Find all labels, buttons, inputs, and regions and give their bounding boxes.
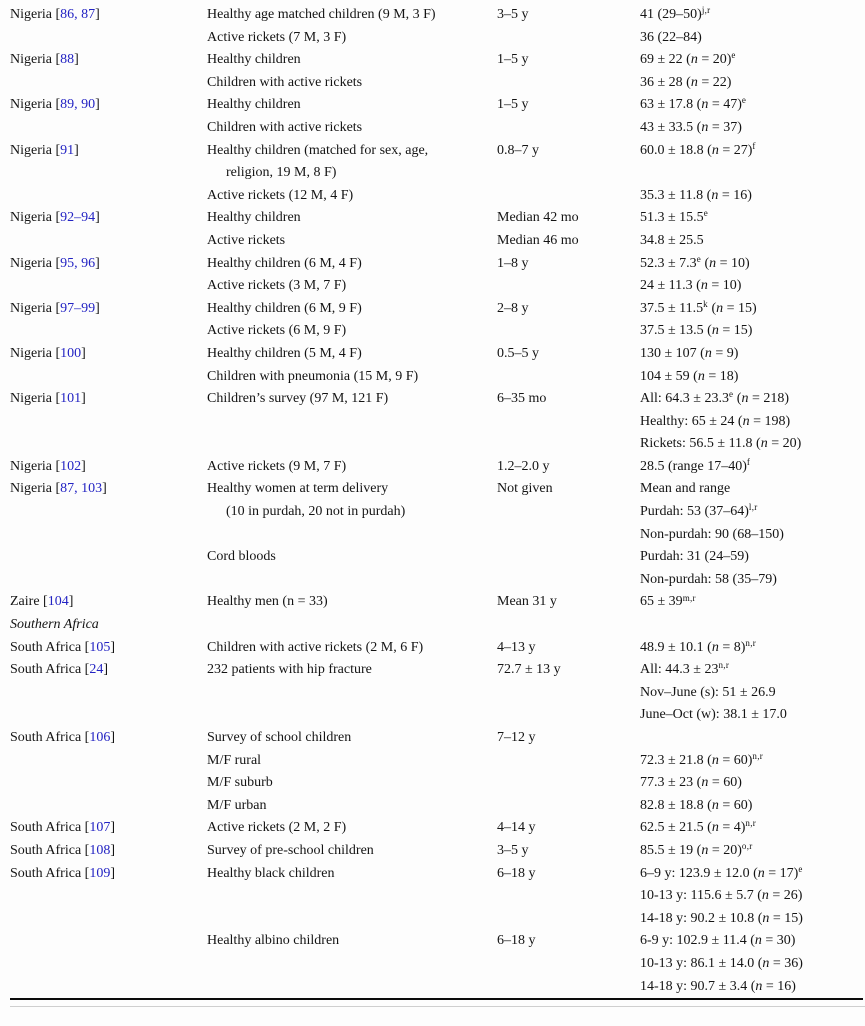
cell-population (207, 524, 497, 547)
table-row (10, 94, 865, 117)
citation-link[interactable]: 100 (60, 345, 82, 361)
cell-country-ref (10, 501, 207, 524)
cell-age: 4–14 y (497, 820, 536, 836)
cell-country-ref (10, 72, 207, 95)
table-row (10, 659, 865, 682)
citation-link[interactable]: 92–94 (60, 210, 96, 226)
cell-age: 72.7 ± 13 y (497, 662, 561, 678)
country-label: South Africa [ (10, 820, 90, 836)
cell-country-ref (10, 817, 207, 840)
table-row (10, 411, 865, 434)
cell-population: M/F suburb (207, 775, 273, 791)
cell-country-ref (10, 411, 207, 434)
table-row (10, 501, 865, 524)
citation-link[interactable]: 97–99 (60, 300, 96, 316)
table-row (10, 388, 865, 411)
table-row (10, 478, 865, 501)
cell-population: Healthy children (6 M, 4 F) (207, 255, 362, 271)
cell-country-ref (10, 343, 207, 366)
cell-value: Healthy: 65 ± 24 (n = 198) (640, 413, 791, 429)
citation-link[interactable]: 87, 103 (60, 481, 103, 497)
cell-age: Mean 31 y (497, 594, 557, 610)
cell-population: Healthy black children (207, 865, 335, 881)
cell-population: Healthy women at term delivery (207, 481, 389, 497)
country-label: Nigeria [ (10, 52, 61, 68)
cell-value: 104 ± 59 (n = 18) (640, 368, 739, 384)
cell-value: 130 ± 107 (n = 9) (640, 345, 739, 361)
table-row (10, 569, 865, 592)
cell-age (497, 117, 640, 140)
country-label-close: ] (110, 820, 115, 836)
cell-value: $37.5 \pm 11.5^k$ (n = 15) (640, 298, 757, 316)
country-label-close: ] (74, 142, 79, 158)
cell-country-ref (10, 4, 207, 27)
cell-population: Healthy children (207, 52, 301, 68)
cell-value (640, 162, 865, 185)
cell-population: Active rickets (3 M, 7 F) (207, 278, 347, 294)
cell-age (497, 750, 640, 773)
table-row (10, 72, 865, 95)
cell-value: 60.0 ± 18.8 (n = 27)$^f$ (640, 140, 756, 158)
cell-age (497, 569, 640, 592)
cell-country-ref (10, 49, 207, 72)
table-bottom-rule (10, 998, 863, 1000)
cell-value: 6–9 y: 123.9 ± 12.0 (n = 17)$^e$ (640, 863, 803, 881)
cell-population: Active rickets (2 M, 2 F) (207, 820, 347, 836)
table-row (10, 275, 865, 298)
country-label-close: ] (81, 345, 86, 361)
country-label: Nigeria [ (10, 481, 61, 497)
cell-age (497, 501, 640, 524)
cell-population (207, 953, 497, 976)
study-table-lines (10, 4, 865, 998)
cell-country-ref (10, 230, 207, 253)
citation-link[interactable]: 88 (60, 52, 75, 68)
table-row (10, 863, 865, 886)
country-label-close: ] (81, 391, 86, 407)
cell-population: Children with active rickets (2 M, 6 F) (207, 639, 424, 655)
table-row (10, 230, 865, 253)
cell-population (207, 433, 497, 456)
cell-population: Healthy children (6 M, 9 F) (207, 300, 362, 316)
cell-country-ref (10, 433, 207, 456)
cell-population: Children with pneumonia (15 M, 9 F) (207, 368, 419, 384)
country-label-close: ] (95, 255, 100, 271)
cell-country-ref (10, 388, 207, 411)
cell-value: 6-9 y: 102.9 ± 11.4 (n = 30) (640, 933, 796, 949)
table-row (10, 433, 865, 456)
cell-country-ref (10, 840, 207, 863)
cell-age (497, 366, 640, 389)
table-row (10, 366, 865, 389)
cell-value: 37.5 ± 13.5 (n = 15) (640, 323, 753, 339)
cell-value: 63 ± 17.8 (n = 47)$^e$ (640, 95, 747, 113)
table-row (10, 953, 865, 976)
cell-value: 14-18 y: 90.2 ± 10.8 (n = 15) (640, 910, 803, 926)
citation-link[interactable]: 105 (89, 639, 111, 655)
cell-population: Active rickets (7 M, 3 F) (207, 29, 347, 45)
cell-country-ref (10, 908, 207, 931)
cell-country-ref (10, 162, 207, 185)
table-row (10, 772, 865, 795)
country-label: South Africa [ (10, 842, 90, 858)
citation-link[interactable]: 101 (60, 391, 82, 407)
citation-link[interactable]: 107 (89, 820, 111, 836)
citation-link[interactable]: 108 (89, 842, 111, 858)
cell-country-ref (10, 298, 207, 321)
cell-value: $65 \pm 39^{m,r}$ (640, 592, 696, 610)
table-row (10, 117, 865, 140)
cell-country-ref (10, 885, 207, 908)
cell-age (497, 885, 640, 908)
cell-population (207, 569, 497, 592)
cell-population (207, 976, 497, 999)
cell-population: Children with active rickets (207, 119, 363, 135)
cell-country-ref (10, 320, 207, 343)
cell-value: 72.3 ± 21.8 (n = 60)$^{n,r}$ (640, 750, 764, 768)
citation-link[interactable]: 89, 90 (60, 97, 96, 113)
cell-population: Active rickets (6 M, 9 F) (207, 323, 347, 339)
cell-country-ref (10, 524, 207, 547)
cell-population: Active rickets (9 M, 7 F) (207, 458, 347, 474)
country-label-close: ] (95, 7, 100, 22)
country-label: Nigeria [ (10, 142, 61, 158)
cell-population: Healthy men (n = 33) (207, 594, 328, 610)
cell-population: Healthy children (5 M, 4 F) (207, 345, 362, 361)
citation-link[interactable]: 86, 87 (60, 7, 96, 22)
cell-value: 82.8 ± 18.8 (n = 60) (640, 797, 753, 813)
citation-link[interactable]: 95, 96 (60, 255, 96, 271)
table-row (10, 976, 865, 999)
table-row (10, 704, 865, 727)
cell-population: Cord bloods (207, 549, 276, 565)
table-row (10, 614, 865, 637)
cell-population (207, 885, 497, 908)
country-label-close: ] (95, 97, 100, 113)
cell-population: M/F urban (207, 797, 267, 813)
country-label-close: ] (110, 842, 115, 858)
table-row (10, 162, 865, 185)
cell-value: 24 ± 11.3 (n = 10) (640, 278, 742, 294)
cell-value: Rickets: 56.5 ± 11.8 (n = 20) (640, 436, 802, 452)
cell-value: All: $44.3 \pm 23^{n,r}$ (640, 660, 730, 678)
table-bottom-rule-thin (10, 1006, 865, 1007)
cell-age: 6–18 y (497, 933, 536, 949)
cell-population: 232 patients with hip fracture (207, 662, 372, 678)
country-label: Nigeria [ (10, 7, 61, 22)
cell-age (497, 795, 640, 818)
cell-age (497, 320, 640, 343)
cell-value: 51.3 ± 15.5$^e$ (640, 208, 708, 226)
cell-value: 14-18 y: 90.7 ± 3.4 (n = 16) (640, 978, 796, 994)
table-row (10, 795, 865, 818)
cell-age (497, 682, 640, 705)
cell-value: Mean and range (640, 481, 731, 497)
citation-link[interactable]: 106 (89, 730, 111, 745)
table-row (10, 885, 865, 908)
cell-population (207, 908, 497, 931)
country-label: Nigeria [ (10, 97, 61, 113)
country-label: South Africa [ (10, 730, 90, 745)
cell-value: 62.5 ± 21.5 (n = 4)$^{n,r}$ (640, 818, 757, 836)
country-label: South Africa [ (10, 662, 90, 678)
country-label-close: ] (68, 594, 74, 610)
table-row (10, 682, 865, 705)
cell-country-ref (10, 366, 207, 389)
country-label-close: ] (103, 662, 108, 678)
cell-age (497, 275, 640, 298)
country-label: South Africa [ (10, 865, 90, 881)
cell-age (497, 704, 640, 727)
cell-population: Healthy children (matched for sex, age, (207, 142, 429, 158)
cell-age (497, 185, 640, 208)
cell-population: Active rickets (207, 232, 286, 248)
cell-country-ref (10, 569, 207, 592)
cell-value: 48.9 ± 10.1 (n = 8)$^{n,r}$ (640, 637, 757, 655)
cell-population: Active rickets (12 M, 4 F) (207, 187, 354, 203)
cell-population (207, 411, 497, 434)
cell-age: 1.2–2.0 y (497, 458, 550, 474)
cell-age: Not given (497, 481, 553, 497)
citation-link[interactable]: 109 (89, 865, 111, 881)
cell-country-ref (10, 772, 207, 795)
cell-age: 3–5 y (497, 842, 529, 858)
table-row (10, 930, 865, 953)
cell-age (497, 772, 640, 795)
cell-age (497, 162, 640, 185)
cell-country-ref (10, 953, 207, 976)
table-row (10, 840, 865, 863)
cell-value: Purdah: 53 $(37-64)^{l,r}$ (640, 502, 758, 520)
cell-value: 36 (22–84) (640, 29, 702, 45)
citation-link[interactable]: 91 (60, 142, 75, 158)
country-label: Nigeria [ (10, 345, 61, 361)
cell-value: 52.3 ± 7.3$^e$ (n = 10) (640, 253, 750, 271)
country-label-close: ] (95, 300, 100, 316)
table-row (10, 750, 865, 773)
country-label: Nigeria [ (10, 391, 61, 407)
table-row (10, 140, 865, 163)
cell-age (497, 524, 640, 547)
table-row (10, 320, 865, 343)
country-label: South Africa [ (10, 639, 90, 655)
country-label-close: ] (110, 639, 115, 655)
table-row (10, 456, 865, 479)
citation-link[interactable]: 104 (47, 594, 69, 610)
country-label: Zaire [ (10, 594, 48, 610)
cell-country-ref (10, 930, 207, 953)
cell-population: Healthy age matched children (9 M, 3 F) (207, 7, 436, 22)
cell-population: Survey of pre-school children (207, 842, 374, 858)
cell-age (497, 433, 640, 456)
cell-value: All: 64.3 ± 23.3$^e$ (n = 218) (640, 389, 789, 407)
cell-country-ref (10, 546, 207, 569)
citation-link[interactable]: 102 (60, 458, 82, 474)
cell-value: 69 ± 22 (n = 20)$^e$ (640, 50, 736, 68)
cell-age (497, 27, 640, 50)
country-label: Nigeria [ (10, 210, 61, 226)
table-row (10, 908, 865, 931)
cell-age: 6–18 y (497, 865, 536, 881)
cell-country-ref (10, 750, 207, 773)
country-label-close: ] (95, 210, 100, 226)
table-row (10, 524, 865, 547)
cell-age (497, 72, 640, 95)
country-label-close: ] (74, 52, 79, 68)
cell-value: 77.3 ± 23 (n = 60) (640, 775, 742, 791)
cell-country-ref (10, 704, 207, 727)
cell-population (207, 682, 497, 705)
table-row (10, 591, 865, 614)
cell-age: Median 46 mo (497, 232, 579, 248)
cell-value: 28.5 (range 17–40)$^f$ (640, 456, 751, 474)
cell-country-ref (10, 456, 207, 479)
cell-age (497, 411, 640, 434)
cell-age: 2–8 y (497, 300, 529, 316)
cell-population: M/F rural (207, 752, 262, 768)
cell-country-ref (10, 863, 207, 886)
cell-population: Children’s survey (97 M, 121 F) (207, 391, 389, 407)
country-label: Nigeria [ (10, 255, 61, 271)
cell-country-ref (10, 275, 207, 298)
cell-country-ref (10, 637, 207, 660)
country-label-close: ] (81, 458, 86, 474)
cell-population: Healthy children (207, 210, 301, 226)
cell-age: 0.8–7 y (497, 142, 539, 158)
cell-country-ref (10, 727, 207, 750)
country-label-close: ] (102, 481, 107, 497)
cell-age: 1–8 y (497, 255, 529, 271)
cell-population: Healthy albino children (207, 933, 340, 949)
table-row (10, 727, 865, 750)
cell-age (497, 976, 640, 999)
country-label: Nigeria [ (10, 300, 61, 316)
cell-value: Nov–June (s): 51 ± 26.9 (640, 684, 776, 700)
citation-link[interactable]: 24 (89, 662, 104, 678)
cell-value: 85.5 ± 19 (n = 20)$^{o,r}$ (640, 841, 753, 858)
cell-value: 34.8 ± 25.5 (640, 232, 704, 248)
cell-country-ref (10, 659, 207, 682)
cell-population: Survey of school children (207, 730, 352, 745)
cell-age: 1–5 y (497, 52, 529, 68)
cell-value (640, 727, 865, 750)
cell-age: Median 42 mo (497, 210, 579, 226)
cell-age (497, 546, 640, 569)
table-row (10, 253, 865, 276)
country-label-close: ] (110, 865, 115, 881)
cell-value: 10-13 y: 86.1 ± 14.0 (n = 36) (640, 955, 803, 971)
cell-country-ref (10, 253, 207, 276)
table-row (10, 185, 865, 208)
cell-value: June–Oct (w): 38.1 ± 17.0 (640, 707, 787, 723)
cell-age: 1–5 y (497, 97, 529, 113)
table-row (10, 817, 865, 840)
cell-country-ref (10, 27, 207, 50)
cell-population: Children with active rickets (207, 74, 363, 90)
cell-age (497, 953, 640, 976)
table-row (10, 207, 865, 230)
table-row (10, 637, 865, 660)
cell-value: 41 $(29-50)^{j,r}$ (640, 5, 711, 22)
table-row (10, 546, 865, 569)
cell-country-ref (10, 976, 207, 999)
cell-population: Healthy children (207, 97, 301, 113)
cell-value: 10-13 y: 115.6 ± 5.7 (n = 26) (640, 888, 803, 904)
cell-population: religion, 19 M, 8 F) (226, 165, 337, 181)
cell-country-ref (10, 591, 207, 614)
table-row (10, 343, 865, 366)
cell-country-ref (10, 795, 207, 818)
country-label-close: ] (110, 730, 115, 745)
cell-value: 43 ± 33.5 (n = 37) (640, 119, 742, 135)
cell-age: 4–13 y (497, 639, 536, 655)
table-row (10, 27, 865, 50)
cell-country-ref (10, 207, 207, 230)
cell-country-ref (10, 117, 207, 140)
cell-age (497, 908, 640, 931)
cell-value: 35.3 ± 11.8 (n = 16) (640, 187, 752, 203)
cell-country-ref (10, 185, 207, 208)
cell-value: Non-purdah: 58 (35–79) (640, 571, 777, 587)
cell-country-ref (10, 478, 207, 501)
cell-country-ref (10, 94, 207, 117)
table-row (10, 49, 865, 72)
cell-country-ref (10, 682, 207, 705)
table-row (10, 298, 865, 321)
cell-population: (10 in purdah, 20 not in purdah) (226, 504, 406, 520)
table-row (10, 4, 865, 27)
cell-population (207, 704, 497, 727)
cell-age: 7–12 y (497, 730, 536, 745)
cell-age: 6–35 mo (497, 391, 547, 407)
cell-value: 36 ± 28 (n = 22) (640, 74, 732, 90)
cell-age: 0.5–5 y (497, 345, 539, 361)
country-label: Nigeria [ (10, 458, 61, 474)
cell-age: 3–5 y (497, 7, 529, 22)
cell-country-ref (10, 140, 207, 163)
cell-value: Purdah: 31 (24–59) (640, 549, 749, 565)
section-header: Southern Africa (10, 617, 99, 633)
cell-value: Non-purdah: 90 (68–150) (640, 526, 784, 542)
